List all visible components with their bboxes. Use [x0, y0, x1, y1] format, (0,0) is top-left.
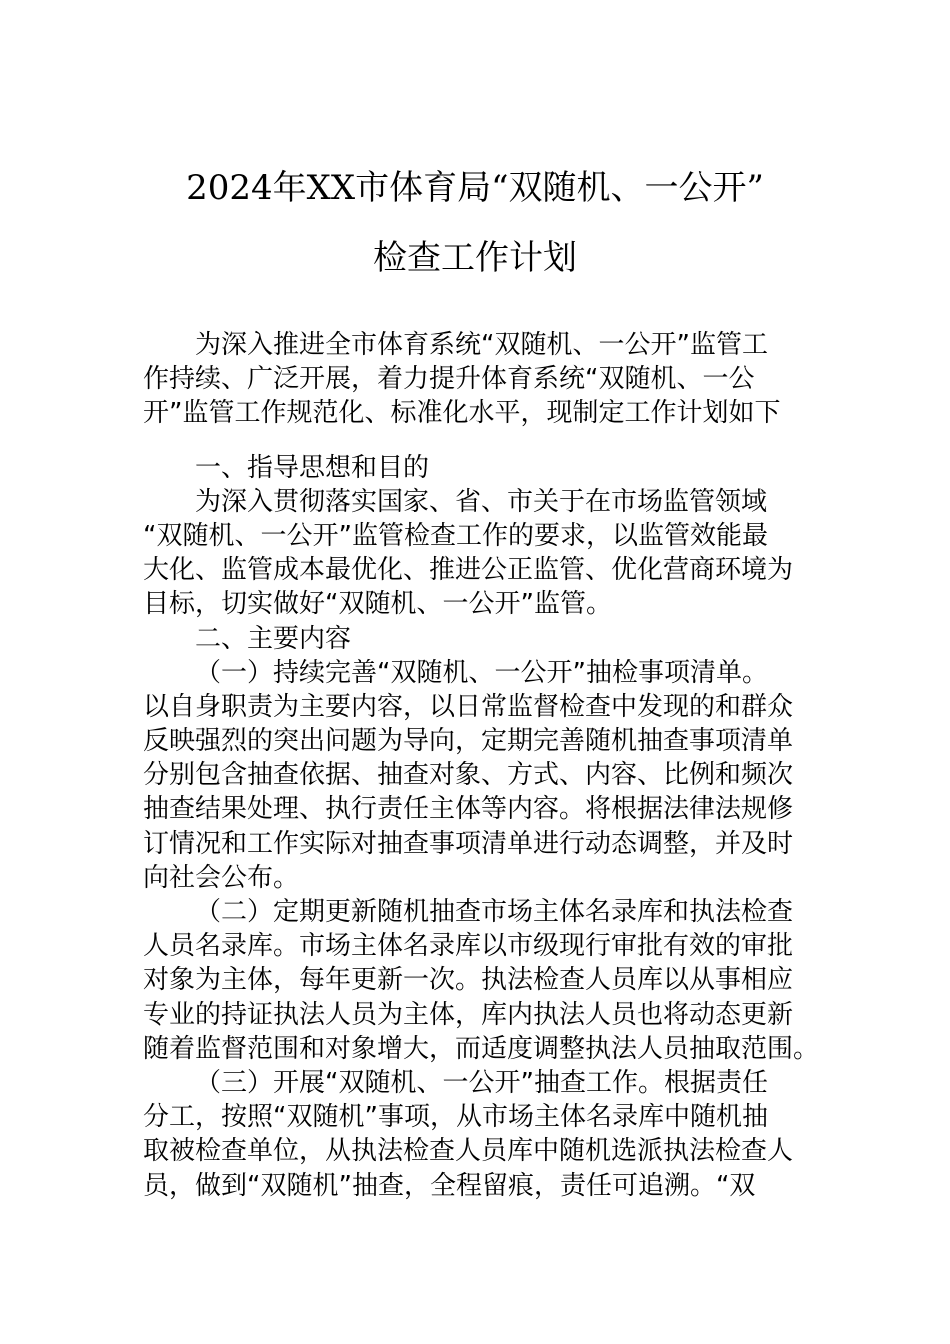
section1-line: 大化、监管成本最优化、推进公正监管、优化营商环境为	[143, 555, 794, 586]
intro-line: 作持续、广泛开展，着力提升体育系统“双随机、一公	[143, 364, 755, 395]
item3-line: （三）开展“双随机、一公开”抽查工作。根据责任	[195, 1067, 768, 1098]
item2-line: （二）定期更新随机抽查市场主体名录库和执法检查	[195, 897, 794, 927]
section1-line: 为深入贯彻落实国家、省、市关于在市场监管领域	[195, 486, 768, 517]
intro-line: 开”监管工作规范化、标准化水平，现制定工作计划如下	[143, 398, 781, 429]
document-body	[143, 328, 820, 1203]
item1-line: 订情况和工作实际对抽查事项清单进行动态调整，并及时	[143, 828, 794, 859]
item2-line: 随着监督范围和对象增大，而适度调整执法人员抽取范围。	[143, 1033, 820, 1064]
item2-line: 专业的持证执法人员为主体，库内执法人员也将动态更新	[143, 999, 794, 1030]
item1-line: 反映强烈的突出问题为导向，定期完善随机抽查事项清单	[143, 726, 794, 757]
item2-line: 人员名录库。市场主体名录库以市级现行审批有效的审批	[143, 931, 794, 962]
item1-line: 向社会公布。	[143, 862, 300, 893]
item1-line: 抽查结果处理、执行责任主体等内容。将根据法律法规修	[143, 794, 794, 825]
section1-line: “双随机、一公开”监管检查工作的要求，以监管效能最	[143, 520, 768, 551]
item1-line: 以自身职责为主要内容，以日常监督检查中发现的和群众	[143, 691, 794, 722]
item2-line: 对象为主体，每年更新一次。执法检查人员库以从事相应	[143, 965, 794, 996]
item3-line: 取被检查单位，从执法检查人员库中随机选派执法检查人	[143, 1136, 794, 1167]
item1-line: 分别包含抽查依据、抽查对象、方式、内容、比例和频次	[143, 760, 794, 791]
title-line-1: 2024年XX市体育局“双随机、一公开”	[186, 168, 764, 208]
item1-line: （一）持续完善“双随机、一公开”抽检事项清单。	[195, 657, 768, 688]
section1-line: 目标，切实做好“双随机、一公开”监管。	[143, 589, 612, 620]
section-heading-2: 二、主要内容	[195, 623, 352, 654]
intro-line: 为深入推进全市体育系统“双随机、一公开”监管工	[195, 330, 768, 360]
item3-line: 分工，按照“双随机”事项，从市场主体名录库中随机抽	[143, 1102, 768, 1133]
section-heading-1: 一、指导思想和目的	[195, 452, 430, 483]
item3-line: 员，做到“双随机”抽查，全程留痕，责任可追溯。“双	[143, 1170, 756, 1201]
title-line-2: 检查工作计划	[373, 238, 577, 278]
